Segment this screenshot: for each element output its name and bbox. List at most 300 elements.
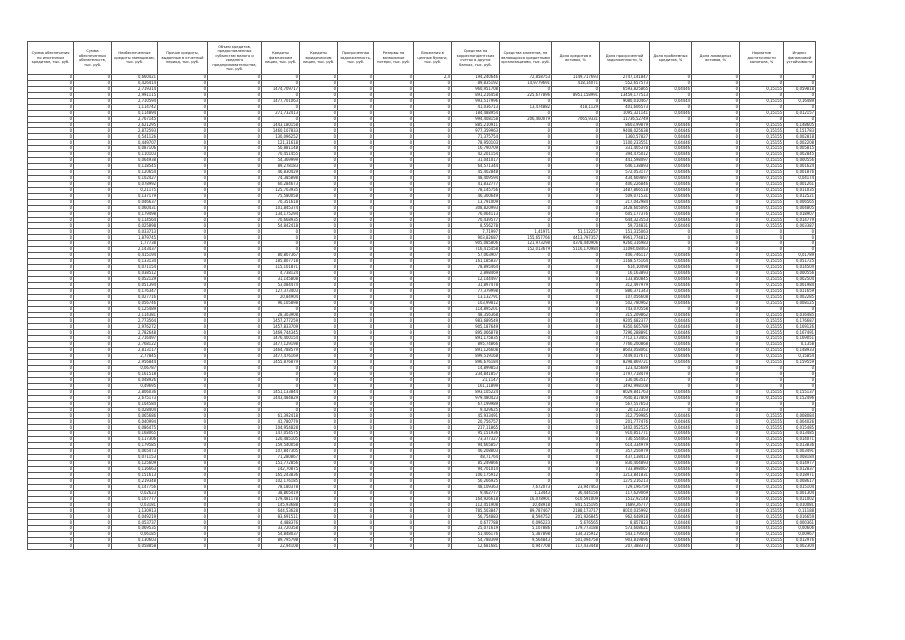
table-cell: 0,15155: [740, 294, 784, 300]
table-cell: 0,03181: [112, 502, 158, 508]
table-cell: 0: [374, 419, 414, 425]
table-cell: 0,04446: [650, 431, 692, 437]
table-cell: 107,056608: [600, 294, 650, 300]
table-cell: 1,77738: [112, 241, 158, 247]
table-cell: 14,9779691: [500, 80, 552, 86]
table-cell: 0,04446: [650, 413, 692, 419]
table-cell: 0: [500, 211, 552, 217]
table-cell: 0: [338, 140, 374, 146]
table-cell: 0,046637: [112, 199, 158, 205]
table-cell: 0: [374, 259, 414, 265]
table-cell: 115,101871: [262, 265, 300, 271]
table-cell: 0: [208, 544, 262, 550]
table-cell: 0: [158, 300, 208, 306]
table-cell: 0: [208, 205, 262, 211]
table-cell: 0: [414, 413, 452, 419]
table-cell: 0: [374, 318, 414, 324]
table-cell: 179,773188: [552, 526, 600, 532]
table-cell: 0,159559: [784, 360, 816, 366]
table-cell: 130,063517: [600, 377, 650, 383]
table-cell: 5,387898: [500, 532, 552, 538]
table-cell: 0,014977: [784, 460, 816, 466]
table-cell: 121,973298: [500, 241, 552, 247]
table-cell: 401,606573: [600, 104, 650, 110]
table-cell: 0: [158, 80, 208, 86]
table-cell: 0,426414: [112, 80, 158, 86]
table-cell: 0,004026: [784, 419, 816, 425]
table-cell: 0: [208, 104, 262, 110]
table-cell: 0: [692, 526, 740, 532]
table-cell: 56,754883: [452, 514, 500, 520]
table-cell: 0: [414, 104, 452, 110]
table-cell: 0,15155: [740, 282, 784, 288]
table-cell: 2,773564: [112, 318, 158, 324]
table-cell: 0: [414, 455, 452, 461]
table-cell: 0: [208, 110, 262, 116]
table-cell: 0: [158, 466, 208, 472]
table-cell: 0,15155: [740, 460, 784, 466]
table-cell: 0: [374, 193, 414, 199]
table-cell: 0: [74, 116, 112, 122]
table-cell: 0,176687: [784, 318, 816, 324]
table-cell: 0: [338, 110, 374, 116]
table-cell: 0: [374, 92, 414, 98]
table-cell: 0: [28, 288, 74, 294]
table-cell: 0: [28, 419, 74, 425]
table-cell: 0: [208, 365, 262, 371]
table-cell: 0: [74, 413, 112, 419]
table-cell: 0: [74, 211, 112, 217]
table-cell: 0,04446: [650, 86, 692, 92]
table-cell: 0: [28, 425, 74, 431]
table-cell: 0: [28, 389, 74, 395]
table-cell: 20,756757: [452, 419, 500, 425]
table-cell: 0: [374, 478, 414, 484]
table-cell: 0: [74, 92, 112, 98]
column-header: Резервы на возможные потери, тыс. руб.: [374, 42, 414, 75]
table-cell: 0,033713: [112, 229, 158, 235]
table-cell: 0,04446: [650, 354, 692, 360]
table-cell: 0: [158, 484, 208, 490]
table-cell: 0,15155: [740, 389, 784, 395]
table-cell: 7640,817809: [600, 395, 650, 401]
table-cell: 23,947463: [552, 484, 600, 490]
table-cell: 0: [414, 265, 452, 271]
table-cell: 0: [692, 312, 740, 318]
table-cell: 0: [500, 193, 552, 199]
table-cell: 0,056746: [112, 300, 158, 306]
table-cell: 315,209862: [600, 312, 650, 318]
table-cell: 0: [740, 377, 784, 383]
table-cell: 0: [692, 520, 740, 526]
table-cell: 0: [500, 253, 552, 259]
table-cell: 0: [208, 449, 262, 455]
table-cell: 2,4: [414, 75, 452, 81]
table-cell: 0: [338, 478, 374, 484]
table-cell: 0: [74, 330, 112, 336]
table-cell: 0: [784, 247, 816, 253]
table-cell: 0: [374, 86, 414, 92]
table-cell: 0: [650, 75, 692, 81]
table-cell: 0: [74, 449, 112, 455]
table-cell: 406,226846: [600, 181, 650, 187]
table-cell: 0: [552, 354, 600, 360]
table-cell: 13,474882: [500, 104, 552, 110]
table-cell: 905,085806: [452, 241, 500, 247]
table-cell: 0,04446: [650, 532, 692, 538]
table-cell: 0: [208, 80, 262, 86]
table-cell: 1,41971: [500, 229, 552, 235]
table-cell: 0,15155: [740, 520, 784, 526]
table-cell: 0: [28, 443, 74, 449]
table-cell: 0: [500, 217, 552, 223]
table-cell: 0,102427: [112, 175, 158, 181]
table-cell: 0: [374, 312, 414, 318]
table-cell: 1213,841831: [600, 472, 650, 478]
table-cell: 164,926618: [452, 496, 500, 502]
table-cell: 0: [692, 354, 740, 360]
table-cell: 0: [338, 241, 374, 247]
table-cell: 0,15155: [740, 300, 784, 306]
table-cell: 0: [784, 92, 816, 98]
table-cell: 0: [28, 146, 74, 152]
table-cell: 0,000556: [784, 158, 816, 164]
table-cell: 886,371343: [600, 288, 650, 294]
table-cell: 0,01789: [784, 253, 816, 259]
table-cell: 729,196759: [600, 484, 650, 490]
table-cell: 207,388373: [600, 544, 650, 550]
table-cell: 0,15155: [740, 532, 784, 538]
table-cell: 2,710594: [112, 98, 158, 104]
table-cell: 0,002285: [784, 294, 816, 300]
table-cell: 38,865419: [262, 490, 300, 496]
table-cell: 0,15155: [740, 288, 784, 294]
table-cell: 0,00606: [784, 526, 816, 532]
table-cell: 0: [28, 544, 74, 550]
table-cell: 0: [338, 276, 374, 282]
table-cell: 0,147756: [112, 484, 158, 490]
table-cell: 0: [414, 318, 452, 324]
table-cell: 20,123353: [600, 407, 650, 413]
table-cell: 0: [208, 276, 262, 282]
table-cell: 0: [338, 538, 374, 544]
table-cell: 0: [158, 193, 208, 199]
table-cell: 0: [692, 134, 740, 140]
table-cell: 54,848037: [262, 532, 300, 538]
table-cell: 7,672073: [500, 484, 552, 490]
table-cell: 0: [158, 520, 208, 526]
table-cell: 0: [552, 443, 600, 449]
table-cell: 0: [338, 544, 374, 550]
table-cell: 0: [692, 348, 740, 354]
table-cell: 0,002818: [784, 134, 816, 140]
table-cell: 0: [338, 122, 374, 128]
table-cell: 891,126608: [452, 348, 500, 354]
table-cell: 8,594752: [500, 514, 552, 520]
table-cell: 125,703935: [262, 187, 300, 193]
table-cell: 0: [338, 496, 374, 502]
table-cell: 646,138893: [600, 164, 650, 170]
table-cell: 0: [552, 270, 600, 276]
table-cell: 0: [374, 377, 414, 383]
table-cell: 0: [300, 270, 338, 276]
table-cell: 0: [338, 371, 374, 377]
table-cell: 0: [300, 164, 338, 170]
table-cell: 0: [208, 270, 262, 276]
table-cell: 0: [208, 146, 262, 152]
table-cell: 0: [74, 229, 112, 235]
table-cell: 0: [552, 146, 600, 152]
table-cell: 117,433448: [552, 544, 600, 550]
table-cell: 0: [740, 407, 784, 413]
table-cell: 0: [414, 407, 452, 413]
table-cell: 0,011659: [784, 288, 816, 294]
table-cell: 0: [208, 371, 262, 377]
table-cell: 0: [374, 276, 414, 282]
table-cell: 96,105898: [262, 300, 300, 306]
table-cell: 0: [300, 241, 338, 247]
table-cell: 0: [552, 265, 600, 271]
table-cell: 0: [74, 288, 112, 294]
table-cell: 0: [650, 247, 692, 253]
table-cell: 0: [74, 217, 112, 223]
table-cell: 0: [414, 276, 452, 282]
table-cell: 0,071153: [112, 455, 158, 461]
table-cell: 0,001876: [784, 170, 816, 176]
table-cell: 0: [692, 466, 740, 472]
table-cell: 0: [692, 270, 740, 276]
table-cell: 0: [500, 466, 552, 472]
table-cell: 0,060431: [112, 205, 158, 211]
table-cell: 0: [500, 146, 552, 152]
table-cell: 0: [28, 330, 74, 336]
table-cell: 0: [74, 532, 112, 538]
table-cell: 0: [262, 247, 300, 253]
table-cell: 0: [338, 181, 374, 187]
table-cell: 0,15155: [740, 336, 784, 342]
table-cell: 0,04446: [650, 514, 692, 520]
table-cell: 437,138413: [600, 455, 650, 461]
table-cell: 0: [414, 496, 452, 502]
table-cell: 0: [552, 324, 600, 330]
table-cell: 0: [208, 187, 262, 193]
table-cell: 0: [374, 538, 414, 544]
table-cell: 0: [338, 443, 374, 449]
table-cell: 72,858753: [500, 75, 552, 81]
table-cell: 0: [338, 389, 374, 395]
table-cell: 0: [74, 110, 112, 116]
table-cell: 0: [692, 253, 740, 259]
table-cell: 0: [650, 306, 692, 312]
table-cell: 0: [692, 389, 740, 395]
table-cell: 0,15155: [740, 419, 784, 425]
table-cell: 0: [500, 175, 552, 181]
table-cell: 0: [28, 140, 74, 146]
table-cell: 103,99812: [452, 300, 500, 306]
table-cell: 0: [414, 324, 452, 330]
table-cell: 0,011002: [784, 496, 816, 502]
table-cell: 0,018907: [784, 211, 816, 217]
table-cell: 0: [650, 92, 692, 98]
table-cell: 730,554463: [600, 437, 650, 443]
table-cell: 0: [500, 270, 552, 276]
table-cell: 0,449707: [112, 140, 158, 146]
table-cell: 1477,701063: [262, 98, 300, 104]
table-cell: 0,137179: [112, 193, 158, 199]
table-cell: 0: [338, 128, 374, 134]
table-cell: 0: [28, 270, 74, 276]
table-cell: 0: [74, 306, 112, 312]
table-cell: 0: [414, 484, 452, 490]
table-cell: 0: [374, 199, 414, 205]
table-cell: 0: [28, 211, 74, 217]
table-cell: 0: [338, 247, 374, 253]
table-cell: 0,005815: [784, 146, 816, 152]
table-cell: 0: [208, 401, 262, 407]
column-header: Сумма обеспеченных обязательств, тыс. руб.: [74, 42, 112, 75]
table-cell: 0: [74, 526, 112, 532]
table-cell: 0: [500, 276, 552, 282]
table-cell: 0: [414, 443, 452, 449]
table-cell: 0: [374, 152, 414, 158]
table-cell: 0: [552, 389, 600, 395]
table-cell: 0: [300, 431, 338, 437]
table-cell: 13,132791: [452, 294, 500, 300]
table-cell: 0: [692, 92, 740, 98]
table-cell: 0,110103: [112, 152, 158, 158]
table-cell: 0,04446: [650, 265, 692, 271]
table-cell: 2,719314: [112, 86, 158, 92]
table-cell: 0: [784, 75, 816, 81]
table-cell: 0: [552, 86, 600, 92]
table-cell: 0: [262, 377, 300, 383]
table-cell: 0: [552, 199, 600, 205]
table-cell: 0: [158, 211, 208, 217]
table-cell: 0,15155: [740, 526, 784, 532]
table-cell: 0: [740, 306, 784, 312]
table-cell: 8029,841763: [600, 389, 650, 395]
data-table: [27, 41, 816, 550]
table-cell: 54,842418: [262, 223, 300, 229]
table-cell: 0: [692, 538, 740, 544]
table-cell: 0: [692, 360, 740, 366]
table-cell: 0: [74, 472, 112, 478]
table-cell: 0: [500, 318, 552, 324]
table-cell: 0: [300, 377, 338, 383]
table-cell: 0,15155: [740, 360, 784, 366]
table-cell: 1457,277259: [262, 318, 300, 324]
table-cell: 0: [374, 401, 414, 407]
table-cell: 0: [338, 92, 374, 98]
table-cell: 0: [552, 294, 600, 300]
table-cell: 104,954828: [262, 425, 300, 431]
table-cell: 0: [300, 324, 338, 330]
table-cell: 0: [692, 181, 740, 187]
table-cell: 0: [692, 265, 740, 271]
table-cell: 0,15155: [740, 312, 784, 318]
table-cell: 0: [300, 514, 338, 520]
table-cell: 0,04446: [650, 128, 692, 134]
table-cell: 0: [338, 98, 374, 104]
table-cell: 101,845374: [262, 205, 300, 211]
table-cell: 0: [338, 455, 374, 461]
table-cell: 0: [158, 294, 208, 300]
table-cell: 0,00967: [784, 532, 816, 538]
table-cell: 0,15155: [740, 158, 784, 164]
table-cell: 0: [414, 270, 452, 276]
table-cell: 0: [374, 211, 414, 217]
table-cell: 0: [414, 282, 452, 288]
table-cell: 0: [784, 401, 816, 407]
table-cell: 0: [414, 342, 452, 348]
table-cell: 0: [692, 544, 740, 550]
table-cell: 0: [692, 472, 740, 478]
table-cell: 5,676565: [552, 520, 600, 526]
table-cell: 0,15155: [740, 538, 784, 544]
table-cell: 0: [300, 128, 338, 134]
table-cell: 107,847305: [262, 449, 300, 455]
table-cell: 0: [374, 128, 414, 134]
table-cell: 0: [552, 348, 600, 354]
table-cell: 0: [338, 164, 374, 170]
table-cell: 0: [374, 437, 414, 443]
table-cell: 0: [158, 389, 208, 395]
table-cell: 0: [650, 104, 692, 110]
table-cell: 0: [208, 324, 262, 330]
table-cell: 0: [338, 324, 374, 330]
table-cell: 0,014504: [784, 265, 816, 271]
table-cell: 0: [338, 532, 374, 538]
table-cell: 0,161518: [112, 371, 158, 377]
table-cell: 0: [500, 187, 552, 193]
table-cell: 0: [338, 330, 374, 336]
table-cell: 891,216458: [452, 92, 500, 98]
table-cell: 0,087106: [112, 146, 158, 152]
table-cell: 841,515195: [552, 502, 600, 508]
table-cell: 194,240646: [452, 75, 500, 81]
table-cell: 0: [740, 241, 784, 247]
table-cell: 0: [28, 324, 74, 330]
table-cell: 0: [158, 425, 208, 431]
table-cell: 1476,400154: [262, 336, 300, 342]
table-cell: 0: [374, 336, 414, 342]
column-header: Кредиты юридическим лицам, тыс. руб.: [300, 42, 338, 75]
table-cell: 0: [650, 371, 692, 377]
table-cell: 0,15155: [740, 502, 784, 508]
table-cell: 895,066878: [452, 330, 500, 336]
table-cell: 0: [414, 205, 452, 211]
table-cell: 0: [208, 247, 262, 253]
table-cell: 0: [338, 235, 374, 241]
table-cell: 0: [208, 116, 262, 122]
table-cell: 0,15155: [740, 259, 784, 265]
table-cell: 0: [414, 217, 452, 223]
table-cell: 0: [500, 354, 552, 360]
table-cell: 12,144497: [452, 276, 500, 282]
table-cell: 0: [500, 425, 552, 431]
table-cell: 2,621295: [112, 122, 158, 128]
table-cell: 9408,025638: [600, 128, 650, 134]
table-cell: 0: [74, 538, 112, 544]
table-cell: 0: [28, 514, 74, 520]
table-cell: 0: [300, 282, 338, 288]
table-cell: 0: [692, 259, 740, 265]
table-cell: 567,557653: [600, 401, 650, 407]
table-cell: 0: [338, 134, 374, 140]
table-cell: 0: [208, 508, 262, 514]
table-cell: 0: [300, 235, 338, 241]
table-cell: 0: [28, 104, 74, 110]
